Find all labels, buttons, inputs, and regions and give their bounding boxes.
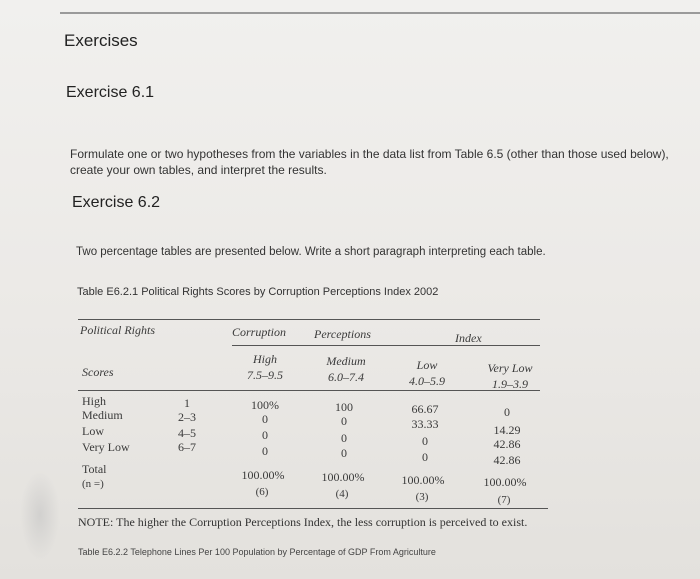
- row-label-very-low: Very Low: [82, 440, 130, 454]
- header-index: Index: [455, 331, 482, 345]
- cell-medium-high: 0: [262, 412, 268, 426]
- total-high: 100.00%: [241, 468, 285, 482]
- col-very-low-label: Very Low: [487, 361, 533, 375]
- col-low-label: Low: [416, 358, 438, 372]
- table-bottom-rule: [78, 508, 548, 509]
- row-label-high: High: [82, 394, 106, 408]
- table-header-rule: [78, 390, 540, 391]
- total-medium: 100.00%: [321, 470, 365, 484]
- n-low: (3): [415, 491, 429, 503]
- cell-low-high: 0: [262, 428, 268, 442]
- cell-medium-low: 33.33: [411, 417, 439, 431]
- total-low: 100.00%: [401, 473, 445, 487]
- cell-low-medium: 0: [341, 431, 347, 445]
- cell-medium-medium: 0: [341, 414, 347, 428]
- row-score-high: 1: [184, 396, 190, 410]
- header-corruption: Corruption: [232, 325, 287, 339]
- cell-high-medium: 100: [335, 400, 353, 414]
- cell-very-low-low: 0: [422, 450, 428, 464]
- cell-low-low: 0: [422, 434, 428, 448]
- exercise-61-text: Formulate one or two hypotheses from the variables in the data list from Table 6.5 (other than those used below), create your own tables, and interpret the results.: [70, 147, 669, 177]
- row-label-low: Low: [82, 424, 104, 438]
- col-high-range: 7.5–9.5: [247, 368, 283, 382]
- table-top-rule: [78, 319, 540, 320]
- cell-high-low: 66.67: [411, 402, 439, 416]
- header-political-rights: Political Rights: [80, 323, 155, 337]
- cell-low-very-low: 42.86: [493, 437, 521, 451]
- col-medium-label: Medium: [326, 354, 366, 368]
- cell-high-high: 100%: [251, 398, 279, 412]
- col-very-low-range: 1.9–3.9: [492, 377, 528, 391]
- table-1-caption: Table E6.2.1 Political Rights Scores by Corruption Perceptions Index 2002: [77, 286, 439, 298]
- exercise-62-title: Exercise 6.2: [72, 194, 161, 211]
- cell-very-low-high: 0: [262, 444, 268, 458]
- n-very-low: (7): [497, 494, 511, 506]
- top-rule: [60, 12, 700, 14]
- row-score-very-low: 6–7: [178, 440, 196, 454]
- col-high-label: High: [253, 352, 277, 366]
- header-scores: Scores: [82, 365, 114, 379]
- section-heading: Exercises: [64, 31, 138, 50]
- cell-very-low-very-low: 42.86: [493, 453, 521, 467]
- table-2-caption: Table E6.2.2 Telephone Lines Per 100 Population by Percentage of GDP From Agriculture: [78, 547, 436, 557]
- header-perceptions: Perceptions: [314, 327, 371, 341]
- n-label: (n =): [82, 478, 104, 490]
- cell-medium-very-low: 14.29: [493, 423, 521, 437]
- total-label: Total: [82, 462, 107, 476]
- exercise-61-title: Exercise 6.1: [66, 84, 155, 101]
- n-medium: (4): [335, 488, 349, 500]
- table-spanner-rule: [232, 345, 540, 346]
- exercise-62-text: Two percentage tables are presented below. Write a short paragraph interpreting each table.: [76, 246, 546, 258]
- cell-high-very-low: 0: [504, 405, 510, 419]
- cell-very-low-medium: 0: [341, 446, 347, 460]
- row-label-medium: Medium: [82, 408, 123, 422]
- row-score-medium: 2–3: [178, 410, 196, 424]
- table-note: NOTE: The higher the Corruption Perceptions Index, the less corruption is perceived to exist.: [78, 515, 528, 529]
- page-smudge: [20, 470, 60, 560]
- row-score-low: 4–5: [178, 426, 196, 440]
- col-low-range: 4.0–5.9: [409, 374, 445, 388]
- n-high: (6): [255, 486, 269, 498]
- total-very-low: 100.00%: [483, 475, 527, 489]
- col-medium-range: 6.0–7.4: [328, 370, 364, 384]
